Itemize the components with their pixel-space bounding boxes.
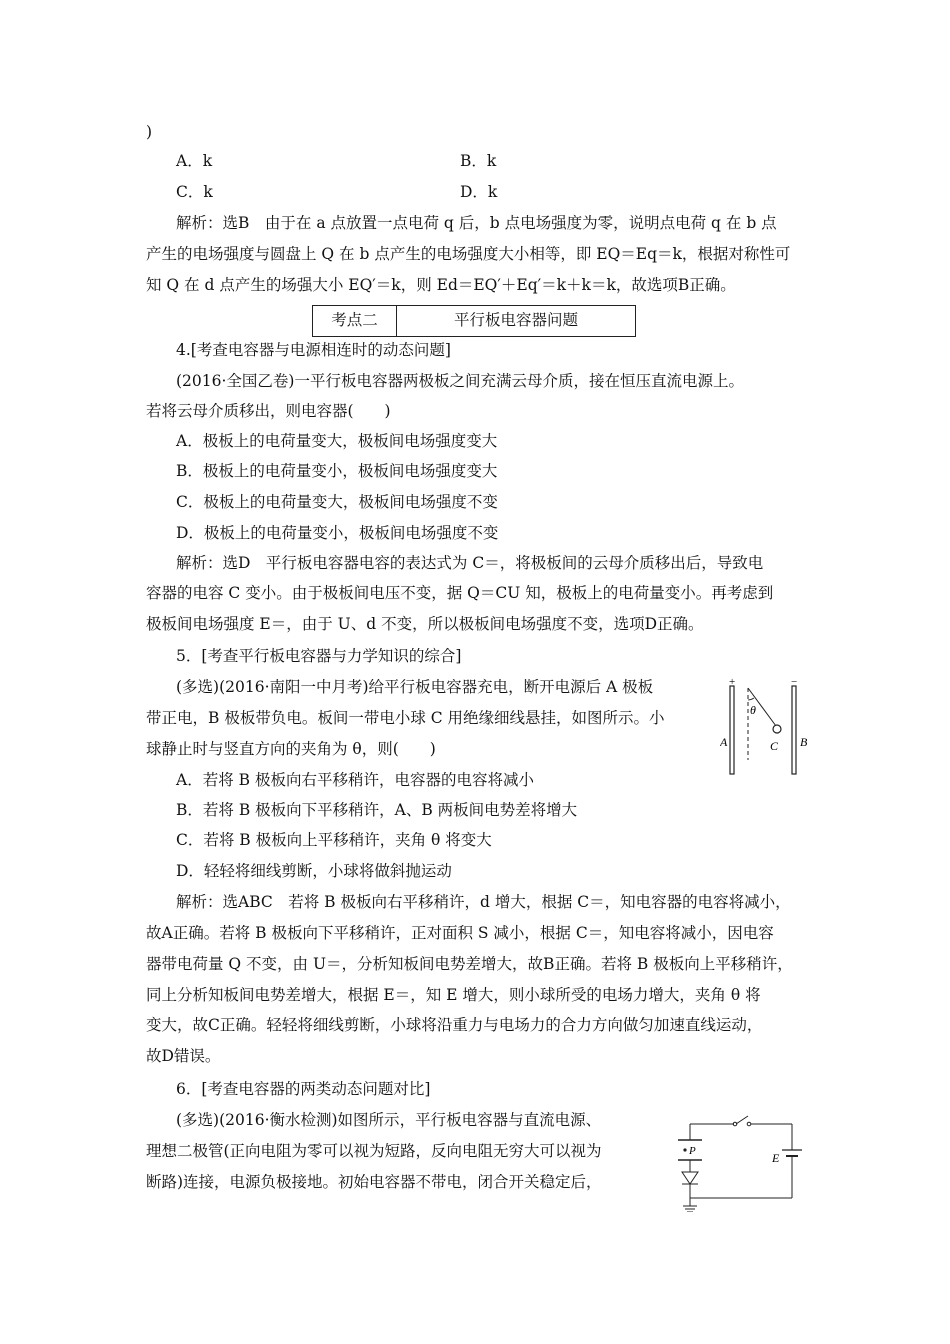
- label-b: B: [800, 735, 808, 749]
- analysis-line: 故D错误。: [146, 1047, 221, 1065]
- option-c: C．若将 B 极板向上平移稍许，夹角 θ 将变大: [176, 831, 492, 849]
- label-p: P: [689, 1145, 696, 1157]
- question-heading: 6．[考查电容器的两类动态问题对比]: [176, 1080, 431, 1098]
- question-text: 带正电，B 极板带负电。板间一带电小球 C 用绝缘细线悬挂，如图所示。小: [146, 709, 665, 727]
- analysis-line: 解析：选ABC 若将 B 极板向右平移稍许，d 增大，根据 C＝，知电容器的电容将减小，: [176, 893, 791, 911]
- capacitor-pendulum-figure: [720, 676, 830, 776]
- question-text: 若将云母介质移出，则电容器( ): [146, 402, 391, 420]
- option-a: A．若将 B 极板向右平移稍许，电容器的电容将减小: [176, 771, 534, 789]
- analysis-line: 解析：选D 平行板电容器电容的表达式为 C＝，将极板间的云母介质移出后，导致电: [176, 554, 764, 572]
- option-c: C．极板上的电荷量变大，极板间电场强度不变: [176, 493, 498, 511]
- option-b: B．极板上的电荷量变小，极板间电场强度变大: [176, 462, 498, 480]
- question-text: (2016·全国乙卷)一平行板电容器两极板之间充满云母介质，接在恒压直流电源上。: [176, 372, 744, 390]
- question-text: (多选)(2016·衡水检测)如图所示，平行板电容器与直流电源、: [176, 1111, 602, 1129]
- option-b: B．若将 B 极板向下平移稍许，A、B 两板间电势差将增大: [176, 801, 578, 819]
- plus-sign: +: [729, 676, 736, 688]
- analysis-line: 同上分析知板间电势差增大，根据 E＝，知 E 增大，则小球所受的电场力增大，夹角 θ 将: [146, 986, 761, 1004]
- label-e: E: [772, 1151, 780, 1165]
- analysis-line: 产生的电场强度与圆盘上 Q 在 b 点产生的电场强度大小相等，即 EQ＝Eq＝k，根据对称性可: [146, 245, 791, 263]
- label-c: C: [770, 739, 779, 753]
- option-d: D．k: [460, 183, 498, 201]
- option-d: D．轻轻将细线剪断，小球将做斜抛运动: [176, 862, 452, 880]
- label-a: A: [720, 735, 728, 749]
- analysis-line: 故A正确。若将 B 极板向下平移稍许，正对面积 S 减小，根据 C＝，知电容将减小，因电容: [146, 924, 774, 942]
- analysis-line: 变大，故C正确。轻轻将细线剪断，小球将沿重力与电场力的合力方向做匀加速直线运动，: [146, 1016, 763, 1034]
- option-a: A．极板上的电荷量变大，极板间电场强度变大: [176, 432, 498, 450]
- question-heading: 4.[考查电容器与电源相连时的动态问题]: [176, 341, 451, 359]
- section-title: 平行板电容器问题: [453, 311, 578, 329]
- minus-sign: −: [791, 676, 798, 688]
- option-d: D．极板上的电荷量变小，极板间电场强度不变: [176, 524, 499, 542]
- analysis-line: 极板间电场强度 E＝，由于 U、d 不变，所以极板间电场强度不变，选项D正确。: [146, 615, 704, 633]
- section-number: 考点二: [313, 306, 397, 336]
- option-c: C．k: [176, 183, 213, 201]
- section-table: [312, 305, 636, 337]
- option-b: B．k: [460, 152, 497, 170]
- theta-label: θ: [750, 703, 756, 717]
- analysis-line: 器带电荷量 Q 不变，由 U＝，分析知板间电势差增大，故B正确。若将 B 极板向上平移稍许，: [146, 955, 793, 973]
- analysis-line: 知 Q 在 d 点产生的场强大小 EQ′＝k，则 Ed＝EQ′＋Eq′＝k＋k＝k，故选项B正确。: [146, 276, 736, 294]
- question-text: 球静止时与竖直方向的夹角为 θ，则( ): [146, 740, 436, 758]
- question-text: 断路)连接，电源负极接地。初始电容器不带电，闭合开关稳定后，: [146, 1173, 602, 1191]
- text-line: ): [146, 123, 153, 141]
- analysis-line: 容器的电容 C 变小。由于极板间电压不变，据 Q＝CU 知，极板上的电荷量变小。再考虑到: [146, 584, 774, 602]
- analysis-line: 解析：选B 由于在 a 点放置一点电荷 q 后，b 点电场强度为零，说明点电荷 q 在 b 点: [176, 214, 777, 232]
- question-text: (多选)(2016·南阳一中月考)给平行板电容器充电，断开电源后 A 极板: [176, 678, 654, 696]
- question-text: 理想二极管(正向电阻为零可以视为短路，反向电阻无穷大可以视为: [146, 1142, 602, 1160]
- circuit-figure: [672, 1112, 802, 1212]
- question-heading: 5．[考查平行板电容器与力学知识的综合]: [176, 647, 462, 665]
- option-a: A．k: [176, 152, 213, 170]
